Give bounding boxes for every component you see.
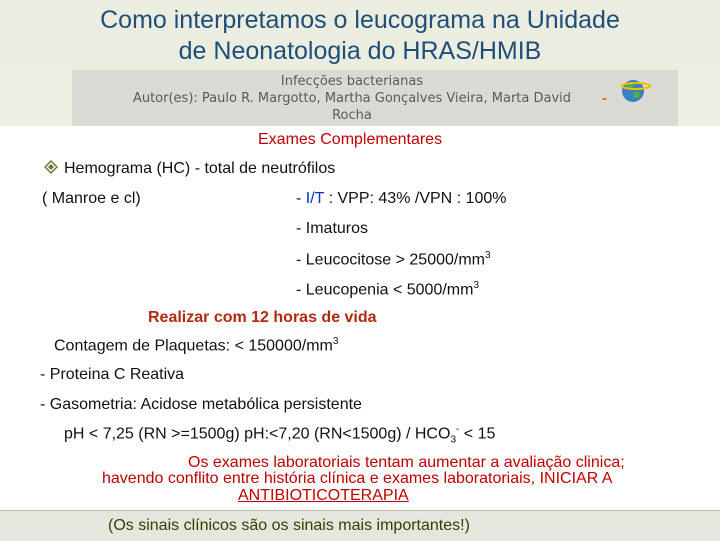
leucocitose-exponent: 3 [485,250,491,261]
it-suffix: : VPP: 43% /VPN : 100% [324,190,507,207]
leucopenia-line [296,280,479,299]
it-prefix: - [296,190,306,207]
hemograma-line: Hemograma (HC) - total de neutrófilos [64,160,336,177]
ph-end: < 15 [459,425,496,443]
slide-footer [0,510,720,541]
plaquetas-text: Contagem de Plaquetas: < 150000/mm [54,337,333,355]
leucocitose-line [296,250,491,269]
realizar-note: Realizar com 12 horas de vida [148,309,377,326]
hco3-subscript: 3 [450,434,456,446]
hco3-superscript: - [456,424,460,435]
globe-icon[interactable] [618,76,652,106]
it-label: I/T [305,190,325,207]
note-line-1: Os exames laboratoriais tentam aumentar a avaliação clinica; [188,454,625,471]
slide-title-line-1: Como interpretamos o leucograma na Unidade [100,6,620,34]
ph-text: pH < 7,25 (RN >=1500g) pH:<7,20 (RN<1500g) / HCO [64,425,451,443]
leucocitose-text: - Leucocitose > 25000/mm [296,251,485,269]
slide-content [0,126,720,510]
plaquetas-line [54,336,338,355]
pcr-line: - Proteina C Reativa [40,366,185,383]
it-ratio-line [296,190,506,208]
note-line-3: ANTIBIOTICOTERAPIA [238,487,409,504]
section-title: Exames Complementares [258,131,443,148]
plaquetas-exponent: 3 [332,336,339,347]
manroe-label: ( Manroe e cl) [42,190,141,207]
reference-link-box[interactable] [72,70,678,126]
slide-title-line-2: de Neonatologia do HRAS/HMIB [178,37,542,65]
note-line-2: havendo conflito entre história clínica e exames laboratoriais, INICIAR A [102,470,613,487]
gasometria-line: - Gasometria: Acidose metabólica persistente [40,396,362,413]
diamond-bullet-icon [44,160,58,174]
reference-authors-line-2: Rocha [332,108,372,123]
reference-dash: - [602,90,607,107]
reference-heading: Infecções bacterianas [280,74,424,89]
slide-title-area [0,0,720,70]
ph-line [64,424,495,446]
footer-note: (Os sinais clínicos são os sinais mais importantes!) [108,517,470,534]
leucopenia-text: - Leucopenia < 5000/mm [296,281,474,299]
reference-authors-line-1: Autor(es): Paulo R. Margotto, Martha Gonçalves Vieira, Marta David [132,91,572,106]
imaturos-line: - Imaturos [296,220,369,237]
leucopenia-exponent: 3 [473,280,480,291]
